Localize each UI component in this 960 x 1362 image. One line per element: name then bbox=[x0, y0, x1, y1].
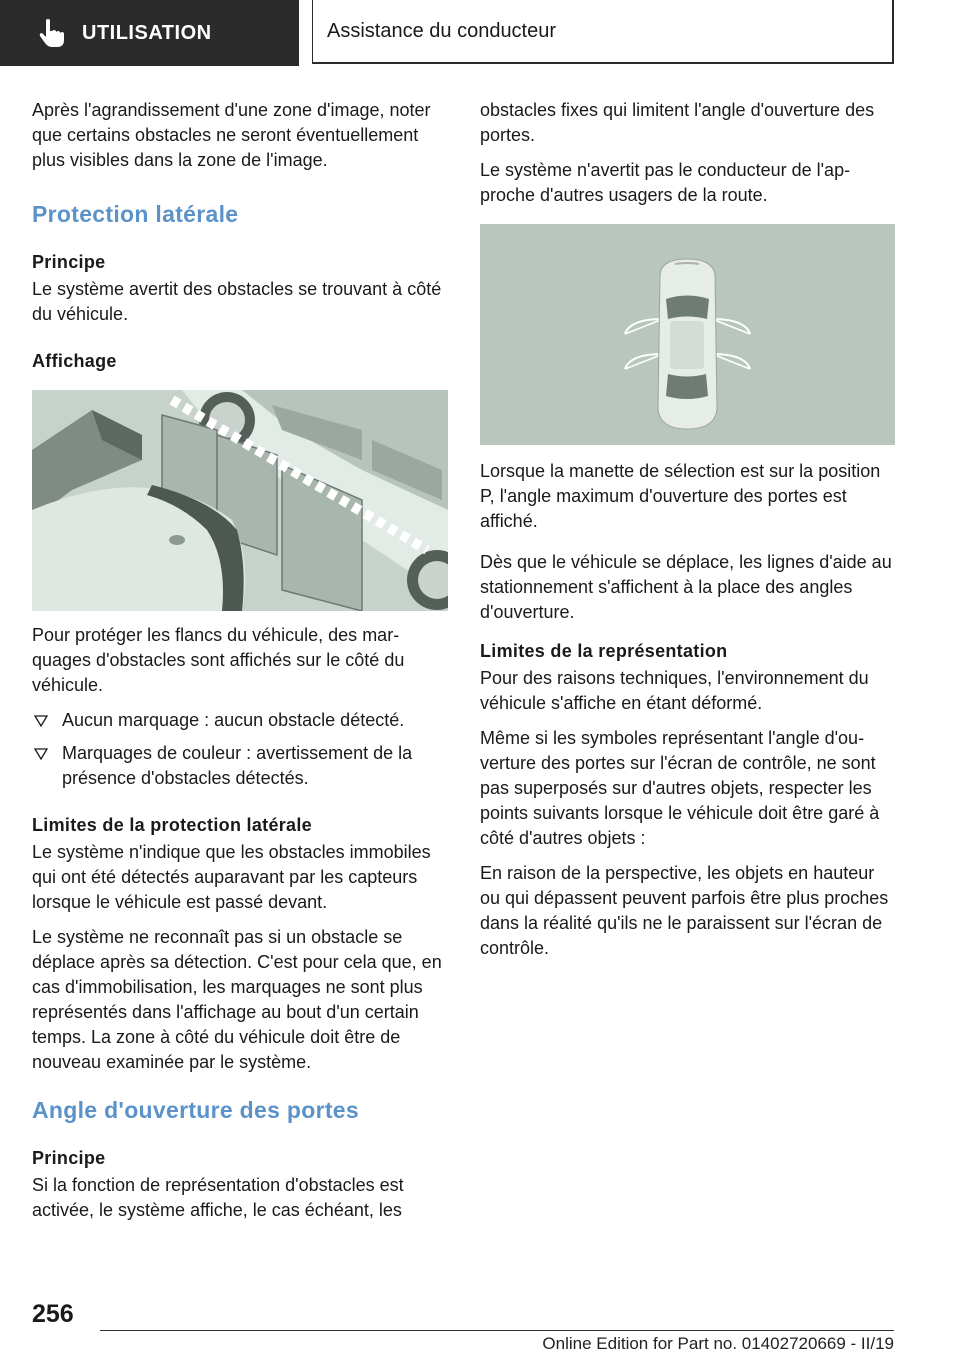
triangle-bullet-icon bbox=[34, 715, 48, 727]
footer-divider bbox=[100, 1330, 894, 1331]
footer-edition: Online Edition for Part no. 01402720669 - II/19 bbox=[542, 1334, 894, 1353]
continued-paragraph: obstacles fixes qui limitent l'angle d'ouverture des portes. bbox=[480, 100, 875, 145]
limites-paragraph-2: Le système ne reconnaît pas si un obstacle se déplace après sa détection. C'est pour cela que, en cas d'immobilisation, les marquages ne sont plus représentés dans l'affichage au bout d'un certain temps. La zone à côté du véhicule doit être de nouveau examinée par le système. bbox=[32, 927, 442, 1072]
page-number: 256 bbox=[32, 1300, 74, 1328]
heading-protection-laterale: Protection latérale bbox=[32, 201, 239, 227]
deplace-paragraph: Dès que le véhicule se déplace, les lignes d'aide au stationnement s'affichent à la place des angles d'ouverture. bbox=[480, 552, 892, 622]
subheading-affichage: Affichage bbox=[32, 351, 117, 371]
list-item: Aucun marquage : aucun obstacle détecté. bbox=[32, 708, 448, 733]
representation-paragraph-1: Pour des raisons techniques, l'environnement du véhicule s'affiche en étant déformé. bbox=[480, 668, 869, 713]
representation-paragraph-2: Même si les symboles représentant l'angle d'ouverture des portes sur l'écran de contrôle, ne sont pas superposés sur d'autres objets, respecter les points suivants lorsque le véhicule doit être garé à côté d'autres objets : bbox=[480, 728, 880, 848]
marking-list bbox=[32, 708, 448, 791]
right-column bbox=[480, 98, 895, 971]
list-item: Marquages de couleur : avertissement de la présence d'obstacles détectés. bbox=[32, 741, 448, 791]
avertit-paragraph: Le système n'avertit pas le conducteur de l'approche d'autres usagers de la route. bbox=[480, 160, 851, 205]
subheading-principe-2: Principe bbox=[32, 1148, 106, 1168]
door-angle-figure bbox=[480, 224, 895, 445]
heading-angle-ouverture: Angle d'ouverture des portes bbox=[32, 1097, 359, 1123]
subheading-principe: Principe bbox=[32, 252, 106, 272]
side-protection-figure bbox=[32, 390, 448, 611]
page-header bbox=[0, 0, 960, 66]
chapter-title: Assistance du conducteur bbox=[327, 19, 557, 42]
section-tab bbox=[0, 0, 299, 66]
limites-paragraph-1: Le système n'indique que les obstacles immobiles qui ont été détectés auparavant par les capteurs lorsque le véhicule est passé devant. bbox=[32, 842, 431, 912]
triangle-bullet-icon bbox=[34, 748, 48, 760]
hand-pointer-icon bbox=[34, 16, 68, 50]
intro-paragraph: Après l'agrandissement d'une zone d'image, noter que certains obstacles ne seront éventuellement plus visibles dans la zone de l'image. bbox=[32, 100, 431, 170]
subheading-limites-protection: Limites de la protection latérale bbox=[32, 815, 312, 835]
chapter-tab bbox=[312, 0, 894, 64]
left-column bbox=[32, 98, 448, 1233]
subheading-limites-representation: Limites de la représentation bbox=[480, 641, 728, 661]
manette-paragraph: Lorsque la manette de sélection est sur la position P, l'angle maximum d'ouverture des portes est affiché. bbox=[480, 461, 881, 531]
section-title: UTILISATION bbox=[82, 21, 212, 44]
representation-paragraph-3: En raison de la perspective, les objets en hauteur ou qui dépassent peuvent parfois être plus proches dans la réalité qu'ils ne le paraissent sur l'écran de contrôle. bbox=[480, 863, 889, 958]
principe-paragraph: Le système avertit des obstacles se trouvant à côté du véhicule. bbox=[32, 279, 442, 324]
flancs-paragraph: Pour protéger les flancs du véhicule, des marquages d'obstacles sont affichés sur le côté du véhicule. bbox=[32, 625, 405, 695]
principe-2-paragraph: Si la fonction de représentation d'obstacles est activée, le système affiche, le cas échéant, les bbox=[32, 1175, 404, 1220]
